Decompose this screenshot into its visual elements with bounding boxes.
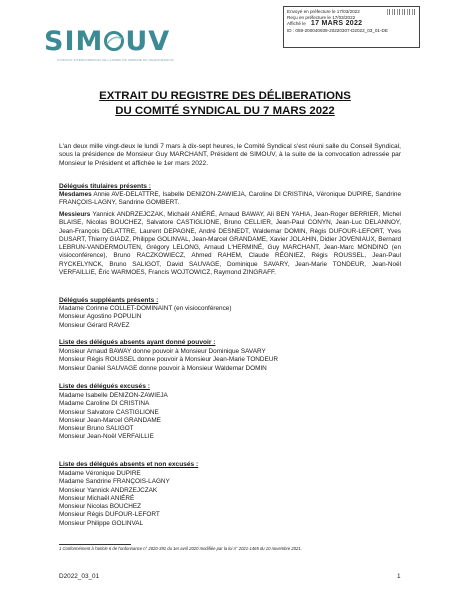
- absents-pouvoir-list: [59, 348, 399, 373]
- stamp-received: Reçu en préfecture le 17/03/2022: [287, 15, 356, 21]
- titulaires-mesdames: [59, 191, 401, 208]
- logo-o-icon: [103, 28, 125, 50]
- list-item: Madame Corinne COLLET-DOMINAINT (en visioconférence): [59, 305, 232, 312]
- barcode-icon: [387, 9, 415, 15]
- document-id: D2022_03_01: [59, 573, 100, 580]
- list-item: Monsieur Daniel SAUVAGE donne pouvoir à Monsieur Waldemar DOMIN: [59, 364, 267, 372]
- list-item: Monsieur Nicolas BOUCHEZ: [59, 503, 142, 511]
- list-item: Monsieur Bruno SALIGOT: [59, 425, 134, 433]
- list-item: Madame Isabelle DENIZON-ZAWIEJA: [59, 392, 168, 399]
- stamp-posted-label: Affiché le: [287, 21, 306, 27]
- list-item: Monsieur Gérard RAVEZ: [59, 321, 130, 329]
- simouv-logo: [44, 26, 194, 66]
- list-item: Monsieur Arnaud BAWAY donne pouvoir à Monsieur Dominique SAVARY: [59, 348, 266, 355]
- list-item: Madame Caroline DI CRISTINA: [59, 400, 150, 408]
- list-item: Monsieur Salvatore CASTIGLIONE: [59, 408, 159, 416]
- titulaires-heading: Délégués titulaires présents :: [59, 183, 151, 190]
- logo-subtitle: SYNDICAT INTERCOMMUNAL DE LA MOBILITE URBAINE DU VALENCIENNOIS: [57, 58, 174, 62]
- excuses-heading: Liste des délégués excusés :: [59, 383, 150, 390]
- absents-non-excuses-heading: Liste des délégués absents et non excusés :: [59, 461, 199, 468]
- page-number: 1: [397, 573, 401, 580]
- list-item: Madame Véronique DUPIRE: [59, 470, 141, 477]
- logo-text-right: UV: [125, 26, 171, 57]
- mesdames-label: Mesdames: [59, 191, 92, 198]
- list-item: Monsieur Jean-Noël VERFAILLIE: [59, 433, 154, 441]
- footnote-divider: [59, 544, 131, 545]
- messieurs-label: Messieurs: [59, 211, 91, 218]
- messieurs-names: Yannick ANDRZEJCZAK, Michaël ANIÉRÉ, Arnaud BAWAY, Ali BEN YAHIA, Jean-Roger BERRIER, Michel BLAISE, Nicolas BOUCHEZ, Salvatore CASTIGLIONE, Bruno CELLIER, Jean-Paul CONYN, Jean-Luc DELANNOY, Jean-François DELATTRE, Laurent DEPAGNE, André DESNEDT, Waldemar DOMIN, Régis DUFOUR-LEFORT, Yves DUSART, Thierry GIADZ, Philippe GOLINVAL, Jean-Marcel GRANDAME, Xavier JOLAHIN, Didier JOVENIAUX, Bernard LEBRUN-VANDERMOUTEN, Grégory LELONG, Arnaud L'HERMINÉ, Guy MARCHANT, Jean-Marc MONDINO (en visioconférence), Bruno RACZKOWIECZ, Ahmed RAHEM, Claude RÉGNIEZ, Régis ROUSSEL, Jean-Paul RYCKELYNCK, Bruno SALIGOT, David SAUVAGE, Dominique SAVARY, Jean-Marie TONDEUR, Jean-Noël VERFAILLIE, Éric WARMOES, Francis WOJTOWICZ, Raymond ZINGRAFF.: [59, 211, 401, 277]
- logo-wordmark: [44, 26, 170, 57]
- list-item: Monsieur Philippe GOLINVAL: [59, 519, 144, 527]
- titulaires-messieurs: [59, 211, 401, 277]
- suppleants-heading: Délégués suppléants présents :: [59, 297, 159, 304]
- intro-paragraph: L'an deux mille vingt-deux le lundi 7 mars à dix-sept heures, le Comité Syndical s'est réuni salle du Conseil Syndical, sous la présidence de Monsieur Guy MARCHANT, Président de SIMOUV, à la suite de la convocation adressée par Monsieur le Président et affichée le 1er mars 2022.: [59, 143, 401, 167]
- list-item: Monsieur Yannick ANDRZEJCZAK: [59, 486, 158, 494]
- list-item: Monsieur Jean-Marcel GRANDAME: [59, 416, 161, 424]
- list-item: Monsieur Michaël ANIÉRÉ: [59, 494, 135, 502]
- title-line-1: EXTRAIT DU REGISTRE DES DÉLIBERATIONS: [99, 90, 351, 102]
- stamp-sent: Envoyé en préfecture le 17/03/2022: [287, 9, 360, 14]
- stamp-posted-date: 17 MARS 2022: [310, 20, 363, 28]
- absents-pouvoir-heading: Liste des délégués absents ayant donné pouvoir :: [59, 339, 216, 346]
- list-item: Madame Sandrine FRANÇOIS-LAGNY: [59, 478, 170, 486]
- list-item: Monsieur Régis DUFOUR-LEFORT: [59, 511, 160, 519]
- footnote: 1 Conformément à l'article 6 de l'ordonnance n° 2020-391 du 1er avril 2020 modifiée par la loi n° 2021-1465 du 10 novembre 2021.: [59, 546, 302, 551]
- title-line-2: DU COMITÉ SYNDICAL DU 7 MARS 2022: [115, 105, 335, 117]
- stamp-id: ID : 059-200040939-20220307-D2022_03_01-DE: [287, 27, 388, 33]
- mesdames-names: Annie AVE-DELATTRE, Isabelle DENIZON-ZAWIEJA, Caroline DI CRISTINA, Véronique DUPIRE, Sandrine FRANÇOIS-LAGNY, Sandrine GOMBERT.: [59, 191, 401, 207]
- suppleants-list: [59, 305, 399, 330]
- list-item: Monsieur Régis ROUSSEL donne pouvoir à Monsieur Jean-Marie TONDEUR: [59, 356, 279, 364]
- logo-text-left: SIM: [44, 26, 104, 57]
- absents-non-excuses-list: [59, 470, 399, 528]
- list-item: Monsieur Agostino POPULIN: [59, 313, 142, 321]
- prefecture-stamp: [283, 6, 420, 48]
- excuses-list: [59, 392, 399, 442]
